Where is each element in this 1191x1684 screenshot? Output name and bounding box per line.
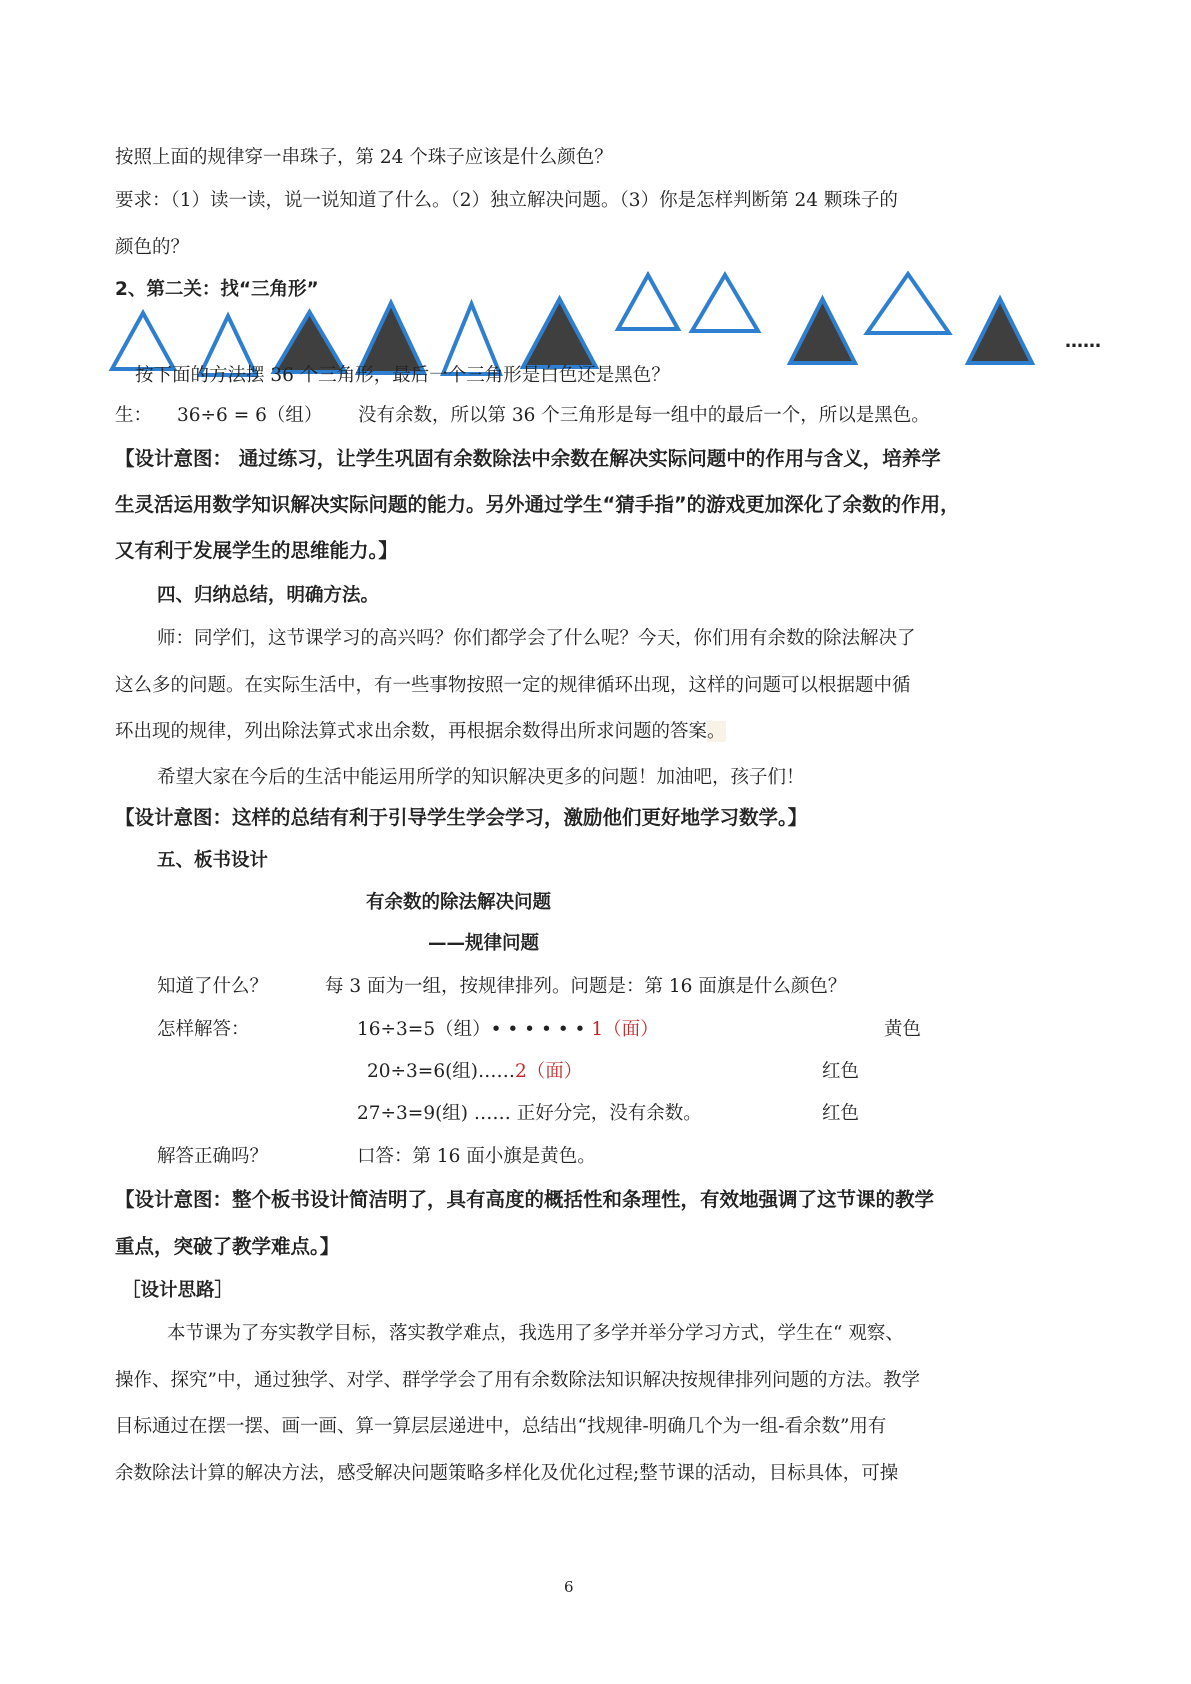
design-intent-3: 【设计意图：整个板书设计简洁明了，具有高度的概括性和条理性，有效地强调了这节课的教学: [115, 1188, 935, 1211]
check-label: 解答正确吗？: [157, 1146, 269, 1167]
design-thinking-heading: ［设计思路］: [122, 1280, 234, 1301]
page-number: 6: [564, 1578, 574, 1596]
highlighted-period: 。: [707, 721, 726, 742]
triangle-sequence: [0, 0, 1191, 400]
requirements-text-cont: 颜色的？: [115, 237, 190, 258]
row2-calc: 20÷3=6(组)……: [367, 1061, 516, 1082]
design-thinking-line1: 本节课为了夯实教学目标，落实教学难点，我选用了多学并举分学习方式，学生在“ 观察、: [167, 1323, 904, 1344]
design-intent-1-cont: 生灵活运用数学知识解决实际问题的能力。另外通过学生“猜手指”的游戏更加深化了余数的作用，: [115, 493, 960, 516]
black-triangle: [358, 303, 424, 373]
black-triangle: [523, 299, 596, 367]
student-answer-label: 生：: [115, 405, 153, 426]
row3-color: 红色: [822, 1103, 860, 1124]
design-thinking-line4: 余数除法计算的解决方法，感受解决问题策略多样化及优化过程;整节课的活动，目标具体，可操: [115, 1463, 899, 1484]
board-row-2: [367, 1060, 582, 1084]
student-answer-calc: 36÷6 = 6（组）: [177, 405, 323, 426]
triangle-question: 按下面的方法摆 36 个三角形，最后一个三角形是白色还是黑色？: [135, 365, 670, 386]
design-thinking-line3: 目标通过在摆一摆、画一画、算一算层层递进中，总结出“找规律-明确几个为一组-看余数”用有: [115, 1416, 887, 1437]
encouragement-text: 希望大家在今后的生活中能运用所学的知识解决更多的问题！加油吧，孩子们！: [157, 767, 805, 788]
row3-calc: 27÷3=9(组) …… 正好分完，没有余数。: [357, 1103, 702, 1124]
requirements-text: 要求：（1）读一读，说一说知道了什么。（2）独立解决问题。（3）你是怎样判断第 24 颗珠子的: [115, 190, 898, 211]
board-title: 有余数的除法解决问题: [366, 892, 552, 913]
row1-calc: 16÷3=5（组）• • • • • •: [357, 1019, 586, 1040]
row2-remainder: 2（面）: [515, 1061, 583, 1082]
known-label: 知道了什么？: [157, 976, 269, 997]
summary-para-line2: 这么多的问题。在实际生活中，有一些事物按照一定的规律循环出现，这样的问题可以根据题中循: [115, 675, 911, 696]
white-triangle: [618, 275, 678, 329]
design-intent-1: 【设计意图： 通过练习，让学生巩固有余数除法中余数在解决实际问题中的作用与含义，培养学: [115, 447, 941, 470]
question-text: 按照上面的规律穿一串珠子，第 24 个珠子应该是什么颜色？: [115, 147, 613, 168]
board-row-1: [357, 1018, 659, 1042]
section4-heading: 四、归纳总结，明确方法。: [157, 585, 380, 606]
summary-para-line3-text: 环出现的规律，列出除法算式求出余数，再根据余数得出所求问题的答案: [115, 721, 708, 742]
design-intent-1-end: 又有利于发展学生的思维能力。】: [115, 539, 398, 562]
black-triangle: [968, 299, 1032, 363]
section5-heading: 五、板书设计: [157, 850, 269, 871]
design-intent-2: 【设计意图：这样的总结有利于引导学生学会学习，激励他们更好地学习数学。】: [115, 806, 808, 829]
black-triangle: [274, 312, 345, 372]
row2-color: 红色: [822, 1061, 860, 1082]
summary-para-line1: 师：同学们，这节课学习的高兴吗？你们都学会了什么呢？今天，你们用有余数的除法解决了: [157, 628, 916, 649]
board-subtitle: ——规律问题: [428, 933, 540, 954]
how-label: 怎样解答：: [157, 1019, 250, 1040]
white-triangle: [867, 274, 949, 333]
known-text: 每 3 面为一组，按规律排列。问题是：第 16 面旗是什么颜色？: [325, 976, 847, 997]
row1-color: 黄色: [884, 1019, 922, 1040]
student-answer-text: 没有余数，所以第 36 个三角形是每一组中的最后一个，所以是黑色。: [358, 405, 930, 426]
check-text: 口答：第 16 面小旗是黄色。: [357, 1146, 596, 1167]
black-triangle: [790, 299, 855, 363]
ellipsis: ……: [1065, 331, 1101, 352]
summary-para-line3: [115, 720, 726, 744]
design-thinking-line2: 操作、探究”中，通过独学、对学、群学学会了用有余数除法知识解决按规律排列问题的方法。教学: [115, 1370, 920, 1391]
row1-remainder: 1（面）: [591, 1019, 659, 1040]
white-triangle: [112, 313, 174, 369]
white-triangle: [692, 275, 758, 331]
level2-heading: 2、第二关：找“三角形”: [115, 279, 319, 300]
design-intent-3-cont: 重点，突破了教学难点。】: [115, 1235, 340, 1258]
